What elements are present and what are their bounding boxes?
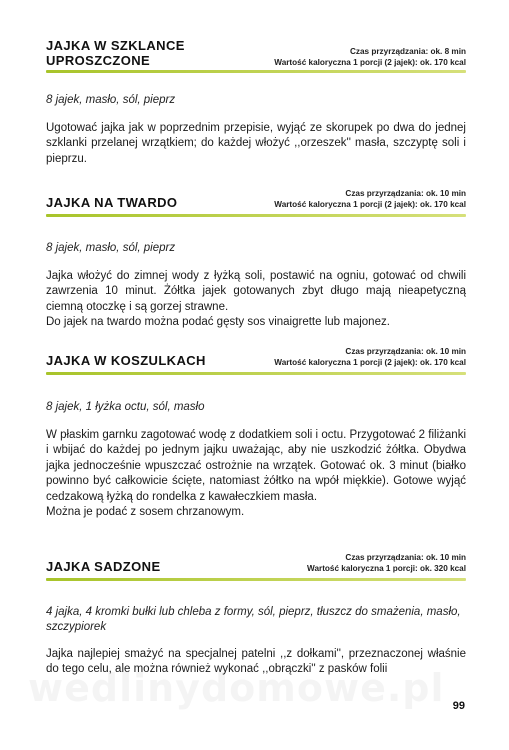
page-number: 99 [452, 700, 465, 712]
section-divider [46, 214, 466, 217]
recipe-title-line: JAJKA W KOSZULKACH [46, 353, 206, 368]
instruction-paragraph: Do jajek na twardo można podać gęsty sos vinaigrette lub majonez. [46, 316, 390, 329]
calorie-info: Wartość kaloryczna 1 porcji (2 jajek): ok. 170 kcal [274, 200, 466, 209]
recipe-jajka-w-szklance [46, 38, 466, 167]
recipe-title [46, 195, 177, 210]
instruction-paragraph: Jajka najlepiej smażyć na specjalnej patelni ,,z dołkami'', przeznaczonej właśnie do tego celu, ale można również wykonać ,,obrączki'' z pasków folii [46, 648, 466, 676]
recipe-jajka-sadzone [46, 546, 466, 678]
recipe-title-line: JAJKA NA TWARDO [46, 195, 178, 210]
ingredients-list: 8 jajek, masło, sól, pieprz [46, 94, 176, 106]
recipe-instructions [46, 428, 466, 520]
prep-time: Czas przyrządzania: ok. 10 min [345, 347, 466, 356]
ingredients-list: 4 jajka, 4 kromki bułki lub chleba z formy, sól, pieprz, tłuszcz do smażenia, masło, szczypiorek [46, 606, 461, 633]
instruction-paragraph: Ugotować jajka jak w poprzednim przepisie, wyjąć ze skorupek po dwa do jednej szklanki przelanej wrzątkiem; do każdej włożyć ,,orzeszek'' masła, szczyptę soli i pieprzu. [46, 122, 466, 165]
recipe-title [46, 353, 206, 368]
instruction-paragraph: Jajka włożyć do zimnej wody z łyżką soli, postawić na ogniu, gotować od chwili zawrzenia 10 minut. Żółtka jajek gotowanych zbyt długo mają nieapetyczną ciemną otoczkę i są gorzej strawne. [46, 270, 466, 313]
prep-time: Czas przyrządzania: ok. 10 min [345, 553, 466, 562]
recipe-meta [274, 188, 466, 210]
recipe-instructions [46, 269, 466, 331]
recipe-jajka-na-twardo [46, 182, 466, 331]
recipe-instructions [46, 647, 466, 678]
instruction-paragraph: Można je podać z sosem chrzanowym. [46, 506, 245, 519]
recipe-header [46, 182, 466, 214]
recipe-header [46, 340, 466, 372]
prep-time: Czas przyrządzania: ok. 8 min [349, 47, 466, 56]
recipe-jajka-w-koszulkach [46, 340, 466, 520]
prep-time: Czas przyrządzania: ok. 10 min [345, 189, 466, 198]
recipe-meta [274, 346, 466, 368]
recipe-header [46, 546, 466, 578]
calorie-info: Wartość kaloryczna 1 porcji: ok. 320 kcal [307, 564, 466, 573]
calorie-info: Wartość kaloryczna 1 porcji (2 jajek): ok. 170 kcal [274, 358, 466, 367]
section-divider [46, 578, 466, 581]
instruction-paragraph: W płaskim garnku zagotować wodę z dodatkiem soli i octu. Przygotować 2 filiżanki i wbijać do każdej po jednym jajku uważając, aby nie uszkodzić żółtka. Obydwa jajka jednocześnie wpuszczać ostrożnie na wrzątek. Gotować ok. 3 minut (białko powinno być całkowicie ścięte, natomiast żółtko na wpół miękkie). Gotowe wyjąć cedzakową łyżką do rondelka z kawałeczkiem masła. [46, 429, 466, 503]
section-divider [46, 372, 466, 375]
section-divider [46, 70, 466, 73]
ingredients-list: 8 jajek, 1 łyżka octu, sól, masło [46, 401, 205, 413]
recipe-meta [307, 552, 466, 574]
recipe-meta [274, 46, 466, 68]
recipe-title-line: JAJKA SADZONE [46, 559, 161, 574]
recipe-title [46, 559, 161, 574]
recipe-header [46, 38, 466, 70]
recipe-title [46, 38, 185, 68]
recipe-title-line: UPROSZCZONE [46, 53, 151, 68]
ingredients-list: 8 jajek, masło, sól, pieprz [46, 242, 176, 254]
recipe-title-line: JAJKA W SZKLANCE [46, 38, 185, 53]
recipe-instructions [46, 121, 466, 167]
calorie-info: Wartość kaloryczna 1 porcji (2 jajek): ok. 170 kcal [274, 58, 466, 67]
